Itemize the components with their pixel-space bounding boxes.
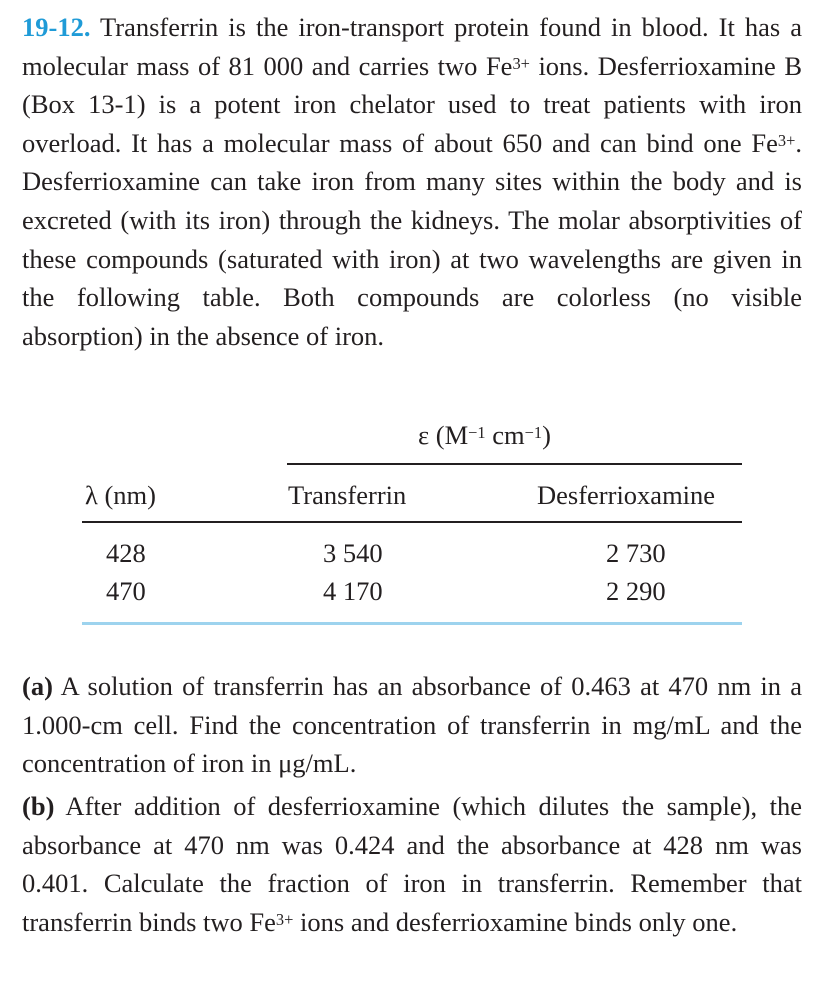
problem-number: 19-12. — [22, 12, 91, 42]
part-b — [22, 787, 802, 941]
column-header-wavelength: λ (nm) — [85, 480, 156, 510]
table-bottom-rule — [82, 622, 742, 625]
epsilon-header: ε ($M^{-1}$ $cm^{-1}$) — [418, 420, 551, 450]
cell-transferrin: 3 540 — [323, 538, 383, 568]
column-header-desferrioxamine: Desferrioxamine — [537, 480, 716, 510]
intro-text-1: Transferrin is the iron-transport protein found in blood. It has a molecular mass of 81 000 and carries two Fe — [22, 12, 802, 81]
part-b-label: (b) — [22, 791, 55, 821]
part-b-text-2: ions and desferrioxamine binds only one. — [293, 906, 738, 937]
problem-intro — [22, 8, 802, 355]
part-a-text: A solution of transferrin has an absorbance of 0.463 at 470 nm in a 1.000-cm cell. Find the concentration of transferrin in mg/mL and the concentration of iron in μg/mL. — [22, 671, 802, 779]
cell-wavelength: 428 — [106, 538, 146, 568]
part-a-label: (a) — [22, 671, 53, 701]
epsilon-rule — [287, 463, 742, 465]
intro-text-3: . Desferrioxamine can take iron from many sites within the body and is excreted (with its iron) through the kidneys. The molar absorptivities of these compounds (saturated with iron) at two wavelengths are given in the following table. Both compounds are colorless (no visible absorption) in the absence of iron. — [22, 127, 802, 351]
charge-superscript: 3+ — [777, 131, 796, 151]
charge-superscript: 3+ — [275, 910, 294, 930]
cell-desferrioxamine: 2 730 — [606, 538, 666, 568]
part-b-text-1: After addition of desferrioxamine (which dilutes the sample), the absorbance at 470 nm was 0.424 and the absorbance at 428 nm was 0.401. Calculate the fraction of iron in transferrin. Remember that transferrin binds two Fe — [22, 791, 802, 937]
intro-text-2: ions. Desferrioxamine B (Box 13-1) is a potent iron chelator used to treat patients with iron overload. It has a molecular mass of about 650 and can bind one Fe — [22, 50, 802, 158]
cell-desferrioxamine: 2 290 — [606, 576, 666, 606]
cell-transferrin: 4 170 — [323, 576, 383, 606]
header-rule — [82, 521, 742, 523]
column-header-transferrin: Transferrin — [288, 480, 407, 510]
cell-wavelength: 470 — [106, 576, 146, 606]
part-a — [22, 667, 802, 783]
charge-superscript: 3+ — [512, 53, 530, 73]
